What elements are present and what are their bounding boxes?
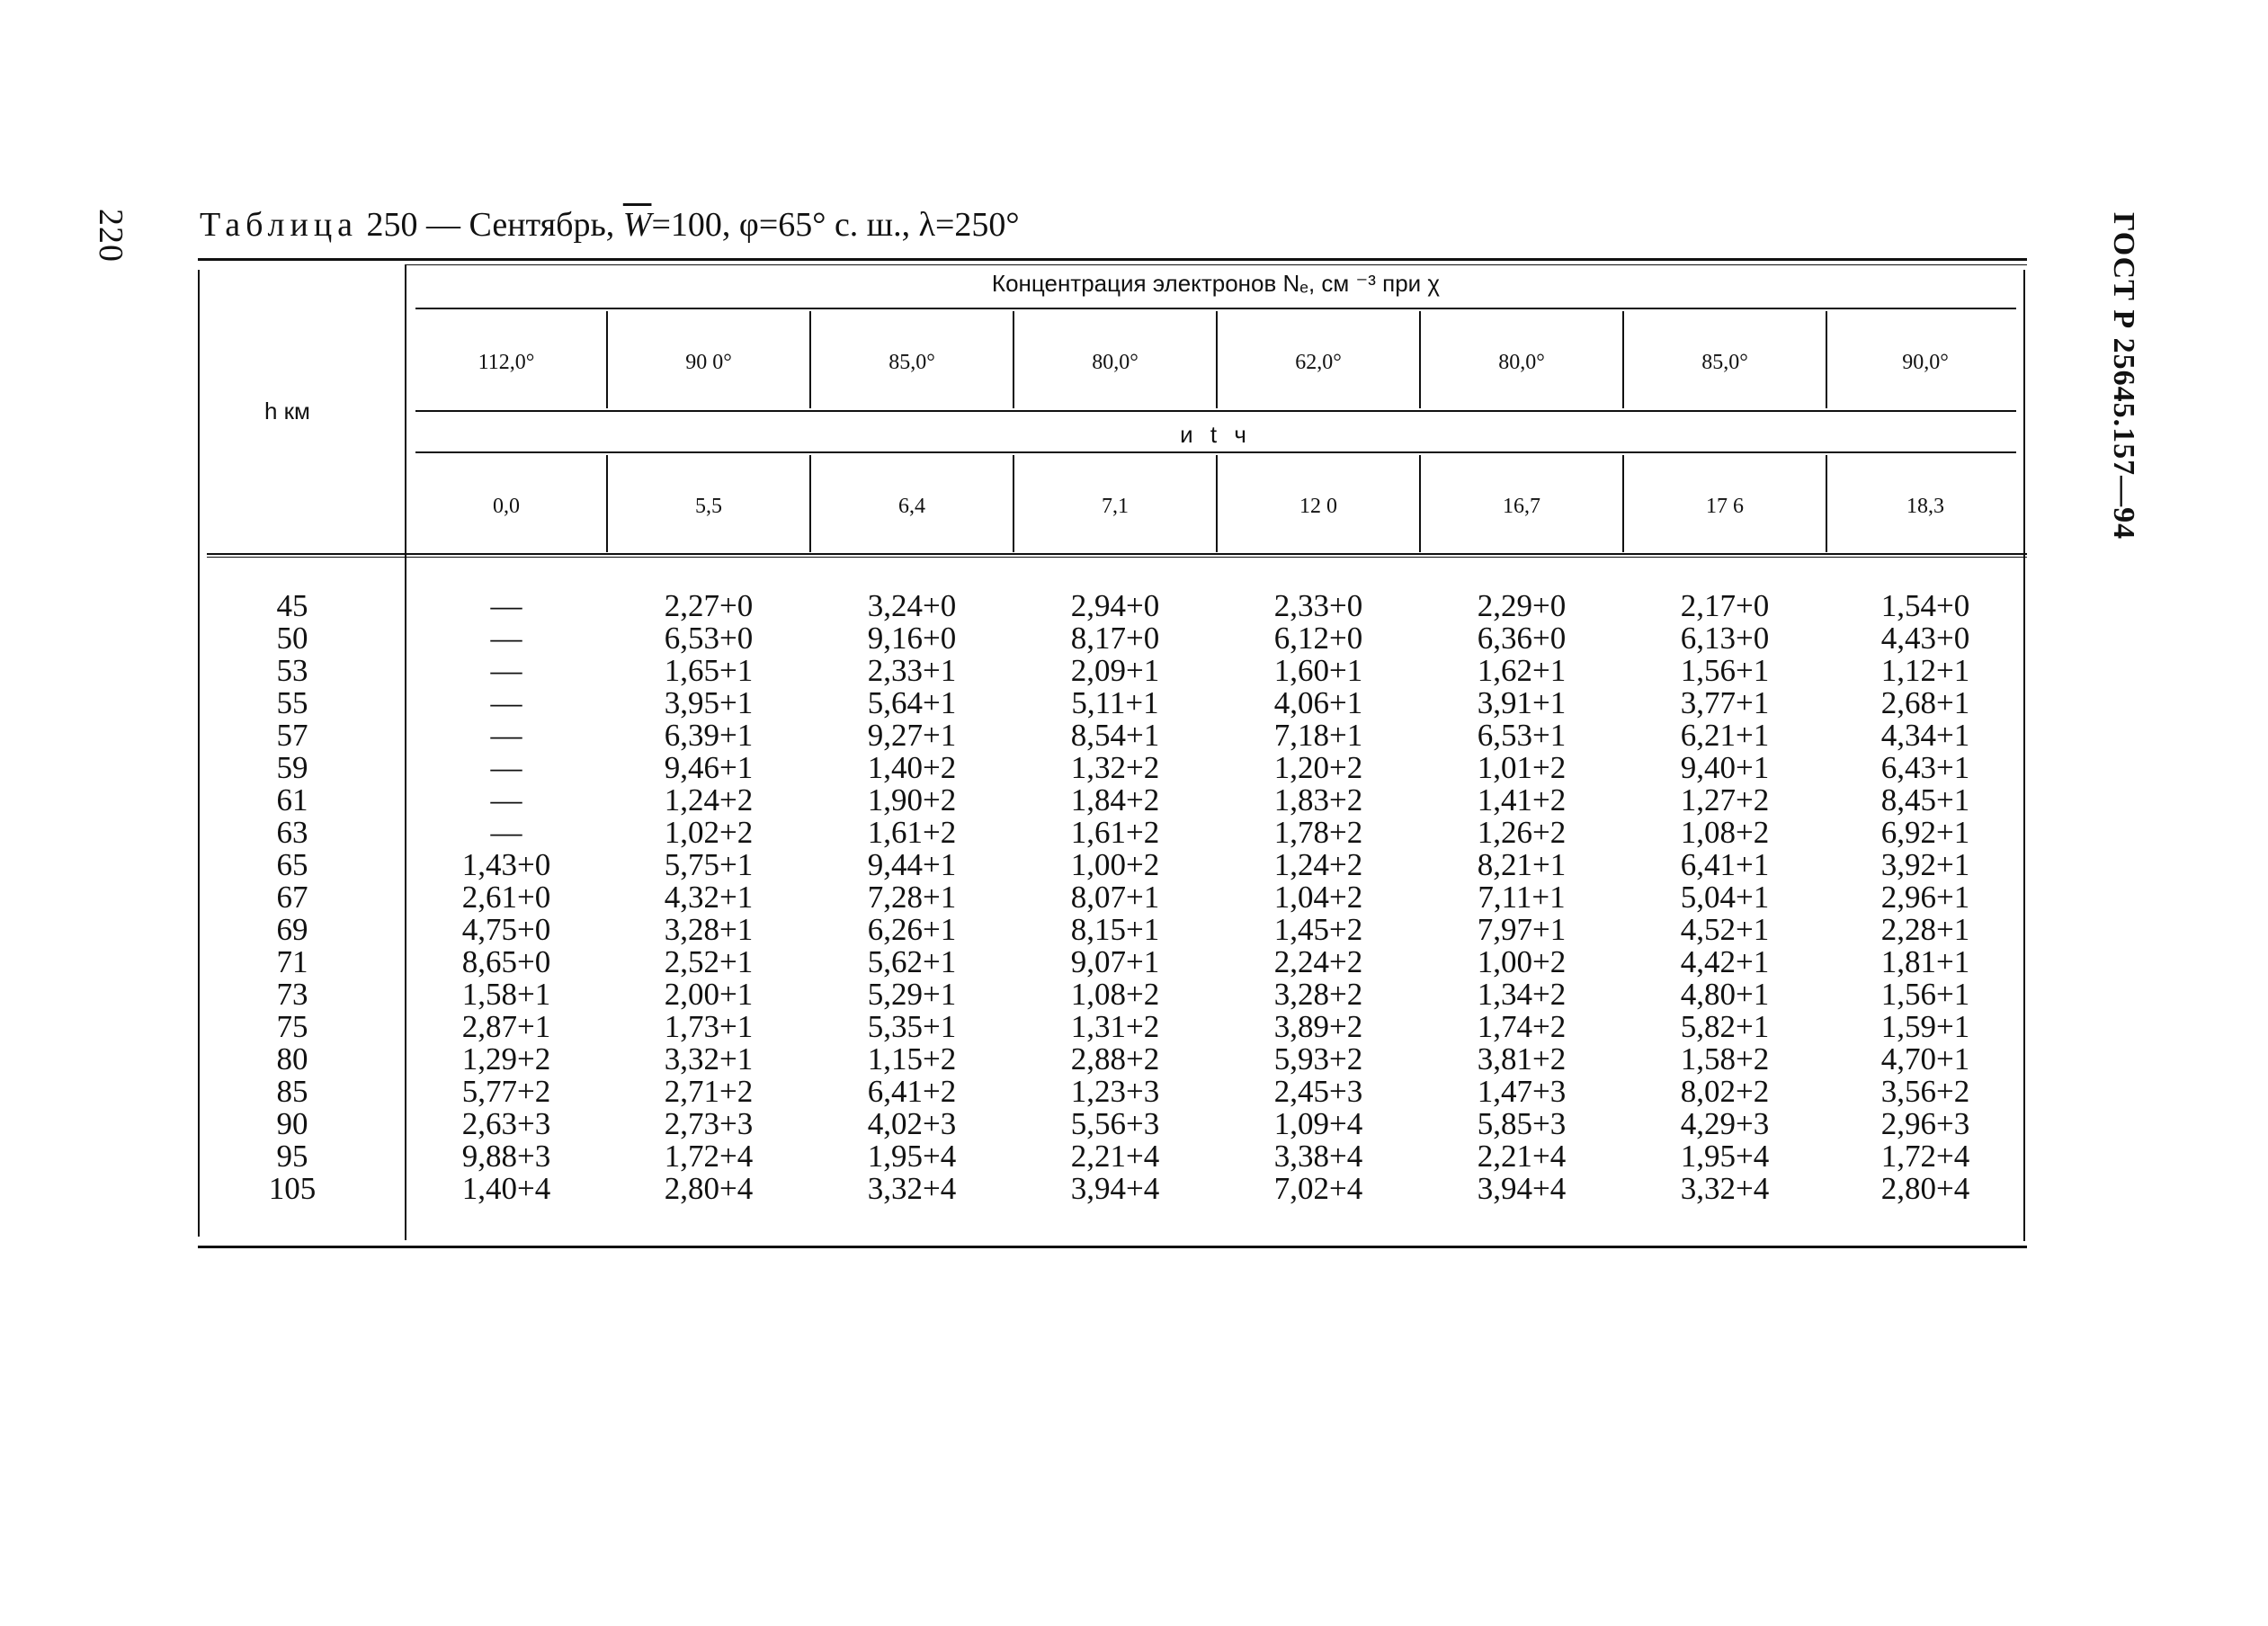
value-cell: 4,29+3 (1680, 1106, 1770, 1141)
value-cell: 1,95+4 (1680, 1139, 1770, 1174)
value-cell: 1,00+2 (1477, 944, 1567, 979)
value-cell: 8,65+0 (461, 944, 551, 979)
value-cell: 2,96+1 (1880, 880, 1970, 915)
value-cell: 1,56+1 (1680, 653, 1770, 688)
value-cell: 1,24+2 (1273, 847, 1363, 882)
value-cell: 2,09+1 (1070, 653, 1160, 688)
value-cell: 2,96+3 (1880, 1106, 1970, 1141)
height-cell: 61 (276, 782, 308, 817)
title-rest: =100, φ=65° с. ш., λ=250° (651, 206, 1020, 244)
value-cell: 7,18+1 (1273, 718, 1363, 753)
value-cell: 8,17+0 (1070, 621, 1160, 656)
value-cell: 3,95+1 (664, 685, 754, 720)
value-cell: 2,17+0 (1680, 588, 1770, 623)
t-cell: 18,3 (1906, 495, 1944, 518)
value-cell: 9,16+0 (867, 621, 957, 656)
value-cell: 6,26+1 (867, 912, 957, 947)
value-column (811, 590, 1013, 1205)
chi-cell: 85,0° (1701, 351, 1748, 374)
value-cell: 3,32+4 (1680, 1171, 1770, 1206)
value-cell: 2,61+0 (461, 880, 551, 915)
value-cell: 7,11+1 (1478, 880, 1566, 915)
document-code: ГОСТ Р 25645.157—94 (2107, 212, 2140, 541)
value-cell: 4,75+0 (461, 912, 551, 947)
value-cell: 4,80+1 (1680, 977, 1770, 1012)
value-cell: 2,68+1 (1880, 685, 1970, 720)
chi-rule (415, 410, 2016, 412)
value-cell: 1,12+1 (1880, 653, 1970, 688)
chi-cell: 80,0° (1092, 351, 1138, 374)
value-cell: 6,92+1 (1880, 815, 1970, 850)
value-cell: 1,73+1 (664, 1009, 754, 1044)
value-cell: 1,78+2 (1273, 815, 1363, 850)
time-header: и t ч (1180, 421, 1252, 448)
value-cell: 2,52+1 (664, 944, 754, 979)
height-cell: 75 (276, 1009, 308, 1044)
value-cell: 1,31+2 (1070, 1009, 1160, 1044)
value-cell: 1,15+2 (867, 1041, 957, 1077)
value-cell: — (490, 621, 522, 656)
value-cell: — (490, 815, 522, 850)
value-cell: 1,23+3 (1070, 1074, 1160, 1109)
value-cell: 1,60+1 (1273, 653, 1363, 688)
value-cell: 3,28+1 (664, 912, 754, 947)
value-cell: 1,58+2 (1680, 1041, 1770, 1077)
time-label-rule (415, 451, 2016, 453)
value-cell: 9,27+1 (867, 718, 957, 753)
value-cell: 1,00+2 (1070, 847, 1160, 882)
value-cell: — (490, 653, 522, 688)
value-cell: 3,89+2 (1273, 1009, 1363, 1044)
t-cell: 16,7 (1503, 495, 1540, 518)
value-cell: 5,64+1 (867, 685, 957, 720)
value-cell: 4,52+1 (1680, 912, 1770, 947)
value-cell: 1,29+2 (461, 1041, 551, 1077)
value-cell: 1,04+2 (1273, 880, 1363, 915)
value-cell: 1,65+1 (664, 653, 754, 688)
t-cell: 6,4 (898, 495, 925, 518)
value-cell: 3,94+4 (1477, 1171, 1567, 1206)
value-cell: 8,07+1 (1070, 880, 1160, 915)
value-cell: 2,71+2 (664, 1074, 754, 1109)
value-cell: — (490, 750, 522, 785)
value-cell: 1,45+2 (1273, 912, 1363, 947)
value-cell: 4,70+1 (1880, 1041, 1970, 1077)
value-cell: 5,93+2 (1273, 1041, 1363, 1077)
value-cell: 5,35+1 (867, 1009, 957, 1044)
value-cell: 1,08+2 (1070, 977, 1160, 1012)
value-cell: 2,45+3 (1273, 1074, 1363, 1109)
value-cell: 2,87+1 (461, 1009, 551, 1044)
value-cell: 9,40+1 (1680, 750, 1770, 785)
value-cell: 2,28+1 (1880, 912, 1970, 947)
value-cell: 1,95+4 (867, 1139, 957, 1174)
height-cell: 105 (268, 1171, 317, 1206)
value-cell: 2,33+1 (867, 653, 957, 688)
value-cell: 9,88+3 (461, 1139, 551, 1174)
value-cell: — (490, 782, 522, 817)
value-cell: 2,00+1 (664, 977, 754, 1012)
value-cell: 3,81+2 (1477, 1041, 1567, 1077)
value-cell: 9,07+1 (1070, 944, 1160, 979)
value-cell: 3,92+1 (1880, 847, 1970, 882)
value-cell: 1,90+2 (867, 782, 957, 817)
t-cell: 0,0 (493, 495, 520, 518)
t-cell: 5,5 (695, 495, 722, 518)
value-cell: 2,21+4 (1070, 1139, 1160, 1174)
value-cell: 1,61+2 (1070, 815, 1160, 850)
value-cell: 3,56+2 (1880, 1074, 1970, 1109)
value-cell: 9,44+1 (867, 847, 957, 882)
height-cell: 73 (276, 977, 308, 1012)
value-cell: 1,01+2 (1477, 750, 1567, 785)
chi-cell: 80,0° (1498, 351, 1545, 374)
value-cell: 3,32+4 (867, 1171, 957, 1206)
height-cell: 65 (276, 847, 308, 882)
value-cell: 3,32+1 (664, 1041, 754, 1077)
value-cell: 5,82+1 (1680, 1009, 1770, 1044)
value-cell: 1,59+1 (1880, 1009, 1970, 1044)
value-cell: 4,06+1 (1273, 685, 1363, 720)
value-cell: 1,47+3 (1477, 1074, 1567, 1109)
height-cell: 63 (276, 815, 308, 850)
value-cell: 3,91+1 (1477, 685, 1567, 720)
value-cell: 3,77+1 (1680, 685, 1770, 720)
value-column (1014, 590, 1216, 1205)
t-cell: 12 0 (1299, 495, 1337, 518)
value-cell: 1,34+2 (1477, 977, 1567, 1012)
height-cell: 59 (276, 750, 308, 785)
height-column (225, 590, 360, 1205)
value-column (1421, 590, 1622, 1205)
chi-cell: 90,0° (1902, 351, 1949, 374)
value-column (1624, 590, 1826, 1205)
value-cell: — (490, 588, 522, 623)
chi-cell: 90 0° (685, 351, 732, 374)
title-prefix: Таблица (200, 206, 359, 244)
left-border (198, 270, 200, 1237)
value-cell: 1,61+2 (867, 815, 957, 850)
value-cell: 5,62+1 (867, 944, 957, 979)
value-cell: 7,97+1 (1477, 912, 1567, 947)
value-cell: 1,56+1 (1880, 977, 1970, 1012)
value-cell: 1,41+2 (1477, 782, 1567, 817)
value-cell: 1,43+0 (461, 847, 551, 882)
t-cell: 17 6 (1706, 495, 1744, 518)
height-cell: 85 (276, 1074, 308, 1109)
height-cell: 57 (276, 718, 308, 753)
t-cell: 7,1 (1102, 495, 1129, 518)
value-cell: 1,74+2 (1477, 1009, 1567, 1044)
value-cell: 1,62+1 (1477, 653, 1567, 688)
value-cell: — (490, 685, 522, 720)
value-cell: 6,53+0 (664, 621, 754, 656)
value-cell: 2,88+2 (1070, 1041, 1160, 1077)
value-cell: 4,34+1 (1880, 718, 1970, 753)
value-cell: 2,24+2 (1273, 944, 1363, 979)
value-cell: 5,75+1 (664, 847, 754, 882)
table-title (200, 205, 1020, 245)
value-cell: 1,02+2 (664, 815, 754, 850)
value-cell: 8,54+1 (1070, 718, 1160, 753)
value-cell: 1,09+4 (1273, 1106, 1363, 1141)
chi-cell: 85,0° (888, 351, 935, 374)
value-cell: 1,54+0 (1880, 588, 1970, 623)
value-cell: 8,21+1 (1477, 847, 1567, 882)
value-cell: 7,28+1 (867, 880, 957, 915)
title-number: 250 — Сентябрь, (366, 206, 615, 244)
value-cell: 5,29+1 (867, 977, 957, 1012)
value-column (406, 590, 606, 1205)
value-cell: 5,56+3 (1070, 1106, 1160, 1141)
concentration-rule (415, 308, 2016, 309)
value-cell: 6,12+0 (1273, 621, 1363, 656)
value-cell: 8,02+2 (1680, 1074, 1770, 1109)
height-cell: 55 (276, 685, 308, 720)
header-bottom-rule-second (207, 557, 2027, 558)
value-cell: 4,43+0 (1880, 621, 1970, 656)
value-cell: 2,21+4 (1477, 1139, 1567, 1174)
height-cell: 45 (276, 588, 308, 623)
value-cell: 1,83+2 (1273, 782, 1363, 817)
value-cell: 3,24+0 (867, 588, 957, 623)
bottom-rule (198, 1246, 2027, 1248)
value-cell: 2,94+0 (1070, 588, 1160, 623)
value-cell: 6,21+1 (1680, 718, 1770, 753)
value-cell: 6,13+0 (1680, 621, 1770, 656)
value-cell: — (490, 718, 522, 753)
value-cell: 6,36+0 (1477, 621, 1567, 656)
chi-cell: 112,0° (478, 351, 535, 374)
value-cell: 2,27+0 (664, 588, 754, 623)
value-cell: 8,15+1 (1070, 912, 1160, 947)
value-cell: 1,58+1 (461, 977, 551, 1012)
height-cell: 95 (276, 1139, 308, 1174)
value-cell: 5,11+1 (1071, 685, 1159, 720)
value-cell: 1,72+4 (1880, 1139, 1970, 1174)
value-cell: 5,04+1 (1680, 880, 1770, 915)
value-column (1827, 590, 2023, 1205)
value-cell: 1,27+2 (1680, 782, 1770, 817)
chi-cell: 62,0° (1295, 351, 1342, 374)
value-cell: 2,29+0 (1477, 588, 1567, 623)
value-cell: 6,53+1 (1477, 718, 1567, 753)
page-number: 220 (92, 209, 129, 263)
header-bottom-rule (207, 553, 2027, 555)
value-cell: 1,72+4 (664, 1139, 754, 1174)
value-cell: 7,02+4 (1273, 1171, 1363, 1206)
value-cell: 2,33+0 (1273, 588, 1363, 623)
value-cell: 5,77+2 (461, 1074, 551, 1109)
height-cell: 80 (276, 1041, 308, 1077)
value-cell: 9,46+1 (664, 750, 754, 785)
height-cell: 67 (276, 880, 308, 915)
value-cell: 1,26+2 (1477, 815, 1567, 850)
value-cell: 3,28+2 (1273, 977, 1363, 1012)
value-cell: 8,45+1 (1880, 782, 1970, 817)
value-cell: 1,32+2 (1070, 750, 1160, 785)
value-cell: 2,80+4 (1880, 1171, 1970, 1206)
value-cell: 1,40+4 (461, 1171, 551, 1206)
height-cell: 50 (276, 621, 308, 656)
value-cell: 5,85+3 (1477, 1106, 1567, 1141)
height-cell: 71 (276, 944, 308, 979)
value-cell: 1,84+2 (1070, 782, 1160, 817)
title-w-symbol: $\overline{W}$ (622, 206, 652, 244)
value-cell: 1,08+2 (1680, 815, 1770, 850)
value-cell: 6,41+2 (867, 1074, 957, 1109)
value-cell: 6,39+1 (664, 718, 754, 753)
value-cell: 1,24+2 (664, 782, 754, 817)
value-cell: 6,43+1 (1880, 750, 1970, 785)
value-cell: 1,40+2 (867, 750, 957, 785)
value-cell: 4,42+1 (1680, 944, 1770, 979)
value-cell: 3,94+4 (1070, 1171, 1160, 1206)
value-cell: 2,73+3 (664, 1106, 754, 1141)
value-cell: 2,63+3 (461, 1106, 551, 1141)
top-rule-second (405, 264, 2027, 265)
height-cell: 69 (276, 912, 308, 947)
top-rule (198, 258, 2027, 261)
value-column (1218, 590, 1419, 1205)
height-header: h км (264, 398, 310, 424)
height-cell: 53 (276, 653, 308, 688)
value-cell: 4,02+3 (867, 1106, 957, 1141)
concentration-header: Концентрация электронов Nₑ, см ⁻³ при χ (991, 270, 1441, 297)
right-border (2023, 270, 2025, 1241)
value-cell: 1,81+1 (1880, 944, 1970, 979)
value-cell: 1,20+2 (1273, 750, 1363, 785)
value-column (608, 590, 809, 1205)
height-cell: 90 (276, 1106, 308, 1141)
value-cell: 2,80+4 (664, 1171, 754, 1206)
value-cell: 6,41+1 (1680, 847, 1770, 882)
value-cell: 4,32+1 (664, 880, 754, 915)
value-cell: 3,38+4 (1273, 1139, 1363, 1174)
